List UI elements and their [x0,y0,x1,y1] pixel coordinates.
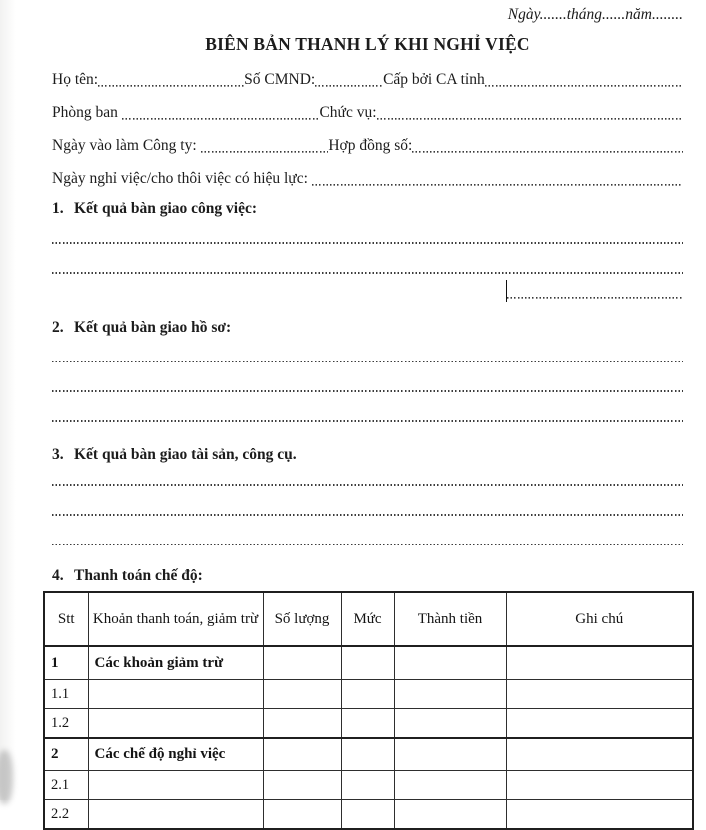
fill-leader[interactable] [507,278,683,302]
table-cell: Các khoản giảm trừ [88,646,263,680]
table-cell[interactable] [263,709,341,739]
fill-leader[interactable] [122,103,320,123]
table-cell: 1.1 [44,680,88,709]
section-title: Kết quả bàn giao công việc: [74,200,257,217]
table-cell[interactable] [263,771,341,800]
col-header-muc: Mức [341,592,394,646]
table-cell[interactable] [394,709,506,739]
table-cell: 2 [44,738,88,771]
table-cell[interactable] [263,680,341,709]
scan-artifact [0,750,13,804]
field-label-chuc-vu: Chức vụ: [319,104,377,121]
fill-line[interactable] [52,484,683,486]
table-cell: Các chế độ nghỉ việc [88,738,263,771]
table-cell[interactable] [506,800,693,830]
line-spacer [52,278,506,302]
table-row [44,646,693,680]
table-row [44,680,693,709]
fill-line[interactable] [52,544,683,546]
fill-leader[interactable] [412,136,683,156]
table-cell[interactable] [88,771,263,800]
table-cell[interactable] [341,738,394,771]
field-label-so-cmnd: Số CMND: [244,71,316,88]
section-heading-3 [52,444,683,465]
table-cell[interactable] [394,800,506,830]
table-cell[interactable] [394,646,506,680]
col-header-thanh-tien: Thành tiền [394,592,506,646]
fill-leader[interactable] [201,136,329,156]
fill-line[interactable] [52,514,683,516]
table-cell[interactable] [341,709,394,739]
section-number: 3. [52,445,64,463]
date-line: Ngày.......tháng......năm........ [507,6,683,23]
table-cell[interactable] [394,738,506,771]
field-label-phong-ban: Phòng ban [52,104,122,121]
field-row-identity [52,70,683,90]
fill-leader[interactable] [98,70,244,90]
table-row [44,738,693,771]
table-cell[interactable] [506,738,693,771]
section-title: Kết quả bàn giao hồ sơ: [74,318,232,336]
section-title: Kết quả bàn giao tài sản, công cụ. [74,445,297,463]
section-number: 2. [52,318,64,336]
section-heading-4 [52,565,683,586]
field-label-ngay-nghi-viec: Ngày nghỉ việc/cho thôi việc có hiệu lực: [52,170,312,187]
field-label-cap-boi: Cấp bởi CA tỉnh [383,71,485,88]
col-header-ghi-chu: Ghi chú [506,592,693,646]
payment-table [43,591,694,830]
table-row [44,800,693,830]
fill-leader[interactable] [312,169,683,189]
field-row-department [52,103,683,123]
table-cell[interactable] [506,771,693,800]
table-cell[interactable] [88,800,263,830]
table-cell: 2.2 [44,800,88,830]
field-row-start-date [52,136,683,156]
fill-leader[interactable] [377,103,683,123]
table-cell: 2.1 [44,771,88,800]
col-header-so-luong: Số lượng [263,592,341,646]
table-cell[interactable] [263,646,341,680]
col-header-stt: Stt [44,592,88,646]
fill-line[interactable] [52,272,683,274]
section-number: 4. [52,567,64,585]
table-cell: 1 [44,646,88,680]
section-heading-2 [52,317,683,338]
table-cell[interactable] [263,738,341,771]
fill-line[interactable] [52,242,683,244]
table-cell[interactable] [506,709,693,739]
table-cell[interactable] [341,771,394,800]
table-cell[interactable] [88,709,263,739]
table-row [44,771,693,800]
fill-line[interactable] [52,390,683,392]
col-header-khoan-thanh-toan: Khoản thanh toán, giảm trừ [88,592,263,646]
field-label-ho-ten: Họ tên: [52,71,99,88]
table-cell: 1.2 [44,709,88,739]
table-cell[interactable] [394,680,506,709]
section-title: Thanh toán chế độ: [74,567,203,585]
fill-line-partial[interactable] [52,278,683,302]
field-row-leave-date [52,169,683,189]
field-label-ngay-vao-lam: Ngày vào làm Công ty: [52,137,201,154]
fill-leader[interactable] [485,70,683,90]
document-title: BIÊN BẢN THANH LÝ KHI NGHỈ VIỆC [205,34,530,54]
fill-line[interactable] [52,420,683,422]
fill-line[interactable] [52,361,683,363]
table-cell[interactable] [263,800,341,830]
table-row [44,709,693,739]
table-cell[interactable] [341,680,394,709]
table-cell[interactable] [506,646,693,680]
table-header-row [44,592,693,646]
section-heading-1 [52,198,683,219]
fill-leader[interactable] [315,70,383,90]
table-cell[interactable] [506,680,693,709]
section-number: 1. [52,200,64,217]
table-cell[interactable] [394,771,506,800]
table-cell[interactable] [341,646,394,680]
field-label-hop-dong-so: Hợp đồng số: [328,137,413,154]
table-cell[interactable] [341,800,394,830]
table-cell[interactable] [88,680,263,709]
